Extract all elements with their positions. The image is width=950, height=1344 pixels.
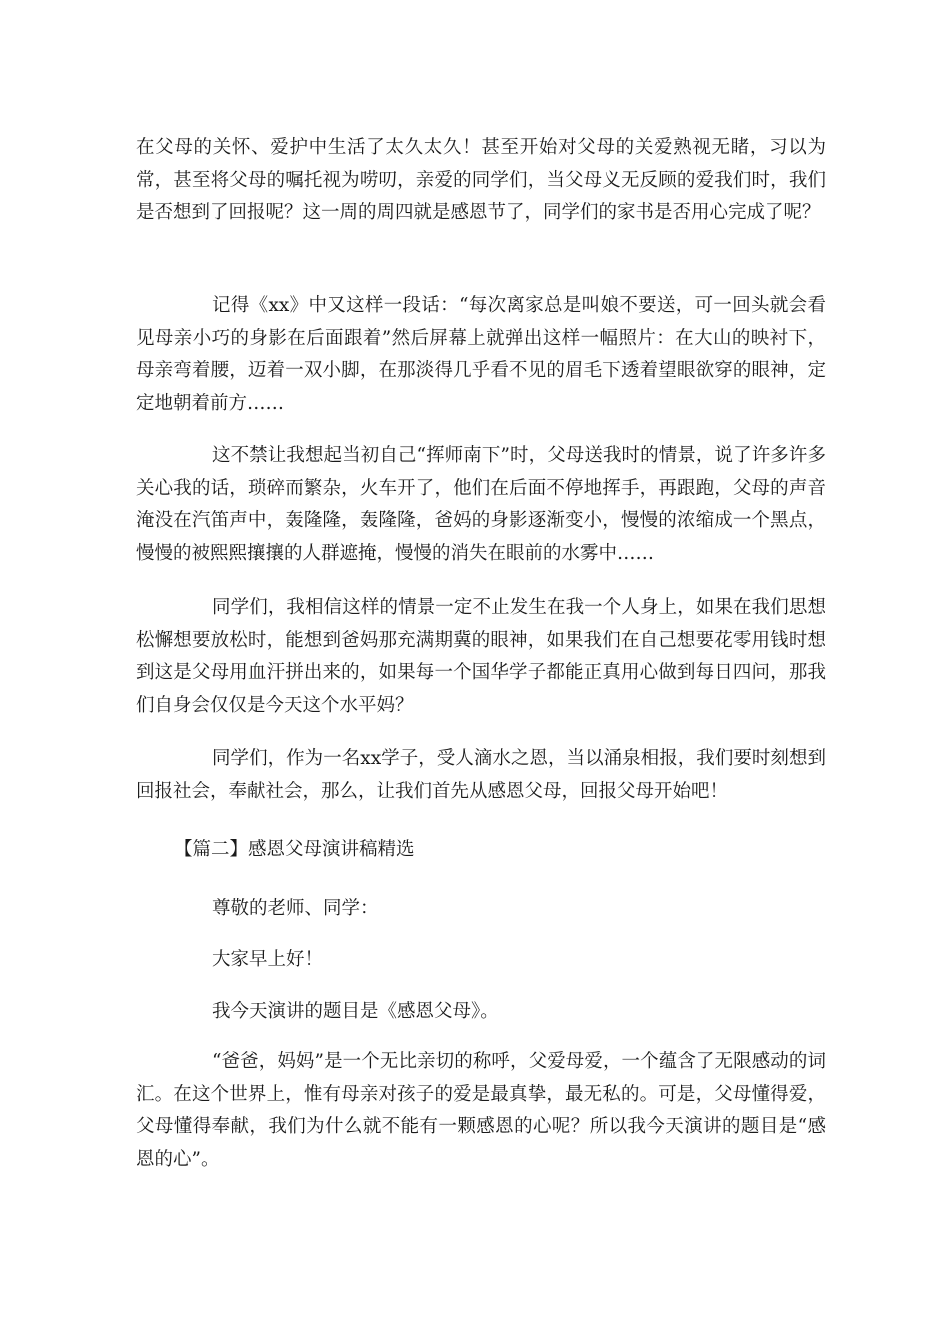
paragraph-classmates-reflection: 同学们，我相信这样的情景一定不止发生在我一个人身上，如果在我们思想松懈想要放松时，能想到爸妈那充满期冀的眼神，如果我们在自己想要花零用钱时想到这是父母用血汗拼出来的，如果每一个国华学子都能正真用心做到每日四问，那我们自身会仅仅是今天这个水平妈？ xyxy=(136,597,826,716)
paragraph-farewell-scene: 这不禁让我想起当初自己“挥师南下”时，父母送我时的情景，说了许多许多关心我的话，琐碎而繁杂，火车开了，他们在后面不停地挥手，再跟跑，父母的声音淹没在汽笛声中，轰隆隆，轰隆隆，爸妈的身影逐渐变小，慢慢的浓缩成一个黑点，慢慢的被熙熙攘攘的人群遮掩，慢慢的消失在眼前的水雾中…… xyxy=(136,445,826,564)
paragraph-gratitude-intro: 在父母的关怀、爱护中生活了太久太久！甚至开始对父母的关爱熟视无睹，习以为常，甚至将父母的嘱托视为唠叨，亲爱的同学们，当父母义无反顾的爱我们时，我们是否想到了回报呢？这一周的周四就是感恩节了，同学们的家书是否用心完成了呢？ xyxy=(136,137,826,223)
paragraph-parents-love: “爸爸，妈妈”是一个无比亲切的称呼，父爱母爱，一个蕴含了无限感动的词汇。在这个世界上，惟有母亲对孩子的爱是最真挚，最无私的。可是，父母懂得爱，父母懂得奉献，我们为什么就不能有一颗感恩的心呢？所以我今天演讲的题目是“感恩的心”。 xyxy=(136,1051,826,1170)
section-heading-part-two: 【篇二】感恩父母演讲稿精选 xyxy=(174,839,415,860)
paragraph-call-to-action: 同学们，作为一名xx学子，受人滴水之恩，当以涌泉相报，我们要时刻想到回报社会，奉献社会，那么，让我们首先从感恩父母，回报父母开始吧！ xyxy=(136,748,826,802)
speech-topic: 我今天演讲的题目是《感恩父母》。 xyxy=(212,1001,499,1022)
paragraph-memory-quote: 记得《xx》中又这样一段话：“每次离家总是叫娘不要送，可一回头就会看见母亲小巧的身影在后面跟着”然后屏幕上就弹出这样一幅照片：在大山的映衬下，母亲弯着腰，迈着一双小脚，在那淡得几乎看不见的眉毛下透着望眼欲穿的眼神，定定地朝着前方…… xyxy=(136,295,826,414)
greeting: 大家早上好！ xyxy=(212,949,324,970)
salutation: 尊敬的老师、同学： xyxy=(212,898,379,919)
